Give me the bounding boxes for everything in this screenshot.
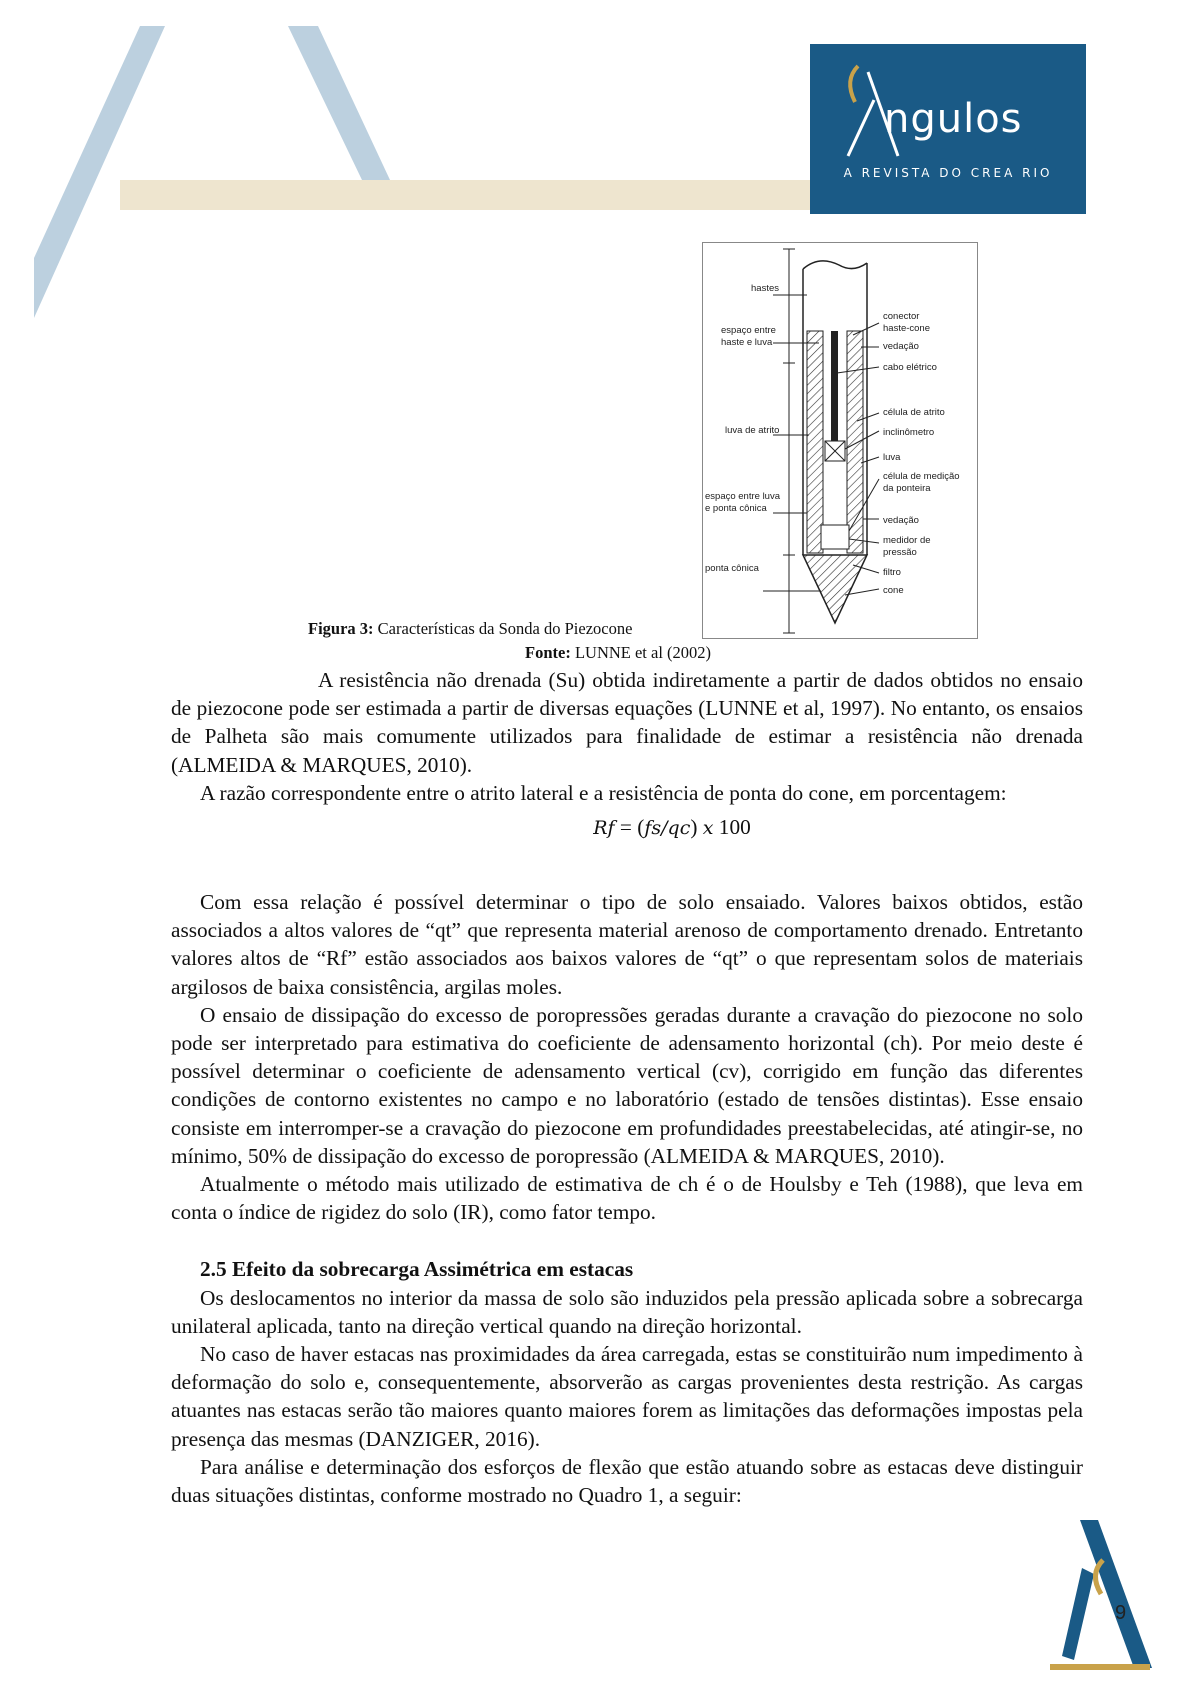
decor-stroke-right [288,26,390,180]
logo-subtitle: A REVISTA DO CREA RIO [843,166,1053,180]
label-hastes: hastes [751,283,779,294]
paragraph-2: A razão correspondente entre o atrito lateral e a resistência de ponta do cone, em porcentagem: [200,780,1007,805]
footer-logo-mark [1050,1520,1152,1670]
label-espaco-luva-1: espaço entre luva [705,491,780,502]
source-text: LUNNE et al (2002) [570,643,712,662]
label-medidor-2: pressão [883,547,917,558]
probe-left-wall [807,331,823,553]
label-luva: luva [883,452,901,463]
label-conector-2: haste-cone [883,323,931,334]
decor-beige-band [120,180,810,210]
label-espaco-haste-1: espaço entre [721,325,776,336]
label-ponta-conica: ponta cônica [705,563,759,574]
paragraph-5: Atualmente o método mais utilizado de estimativa de ch é o de Houlsby e Teh (1988), que leva em conta o índice de rigidez do solo (IR), como fator tempo. [171,1172,1083,1225]
formula-frac: fs/qc [644,817,691,840]
formula-close: ) [690,815,703,840]
formula-rf [171,813,1083,842]
source-label: Fonte: [525,643,571,662]
section-heading: 2.5 Efeito da sobrecarga Assimétrica em estacas [200,1257,634,1282]
label-luva-atrito: luva de atrito [725,425,780,436]
formula-eq: = ( [614,815,645,840]
formula-lhs: Rf [593,817,615,840]
figure-caption [308,619,632,639]
label-cabo: cabo elétrico [883,362,937,373]
crea-logo [810,44,1086,214]
label-espaco-luva-2: e ponta cônica [705,503,767,514]
label-vedacao-top: vedação [883,341,919,352]
paragraph-4: O ensaio de dissipação do excesso de poropressões geradas durante a cravação do piezocone no solo pode ser interpretado para estimativa do coeficiente de adensamento horizontal (ch). Por meio deste é possível determinar o coeficiente de adensamento vertical (cv), corrigido em função das diferentes condições de contorno existentes no campo e no laboratório (estado de tensões distintas). Esse ensaio consiste em interromper-se a cravação do piezocone em profundidades preestabelecidas, até atingir-se, no mínimo, 50% de dissipação do excesso de poropressão (ALMEIDA & MARQUES, 2010). [171,1002,1083,1168]
electric-cable [831,331,838,441]
piezocone-figure [702,242,978,639]
label-filtro: filtro [883,567,901,578]
page-number: 9 [1115,1602,1127,1624]
label-conector-1: conector [883,311,920,322]
rod-top-curve [803,261,867,269]
label-vedacao-bottom: vedação [883,515,919,526]
label-celula-medicao-2: da ponteira [883,483,931,494]
label-celula-atrito: célula de atrito [883,407,945,418]
paragraph-3: Com essa relação é possível determinar o tipo de solo ensaiado. Valores baixos obtidos, estão associados a altos valores de “qt” que representa material arenoso de comportamento drenado. Entretanto valores altos de “Rf” estão associados aos baixos valores de “qt” o que representam solos de materiais argilosos de baixa consistência, argilas moles. [171,890,1083,999]
paragraph-1: A resistência não drenada (Su) obtida indiretamente a partir de dados obtidos no ensaio de piezocone pode ser estimada a partir de diversas equações (LUNNE et al, 1997). No entanto, os ensaios de Palheta são mais comumente utilizados para finalidade de estimar a resistência não drenada (ALMEIDA & MARQUES, 2010). [171,668,1083,777]
label-inclinometro: inclinômetro [883,427,935,438]
article-body [171,666,1083,1509]
paragraph-6: Os deslocamentos no interior da massa de solo são induzidos pela pressão aplicada sobre a sobrecarga unilateral aplicada, tanto na direção vertical quando na direção horizontal. [171,1285,1083,1338]
logo-name: ngulos [884,96,1023,142]
piezocone-diagram [703,243,977,638]
paragraph-8: Para análise e determinação dos esforços de flexão que estão atuando sobre as estacas deve distinguir duas situações distintas, conforme mostrado no Quadro 1, a seguir: [171,1454,1083,1508]
label-celula-medicao-1: célula de medição [883,471,960,482]
paragraph-7: No caso de haver estacas nas proximidades da área carregada, estas se constituirão num impedimento à deformação do solo e, consequentemente, absorverão as cargas provenientes desta restrição. As cargas atuantes nas estacas serão tão maiores quanto maiores forem as limitações das deformações impostas pela presença das mesmas (DANZIGER, 2016). [171,1342,1083,1451]
formula-n: 100 [713,815,751,840]
caption-text: Características da Sonda do Piezocone [373,619,633,638]
figure-source [525,643,711,663]
tip-cell [821,525,849,549]
label-espaco-haste-2: haste e luva [721,337,773,348]
cone-tip [803,555,867,623]
formula-x: x [702,817,714,840]
label-medidor-1: medidor de [883,535,931,546]
caption-label: Figura 3: [308,619,374,638]
decor-stroke-left [34,26,165,318]
label-cone: cone [883,585,904,596]
